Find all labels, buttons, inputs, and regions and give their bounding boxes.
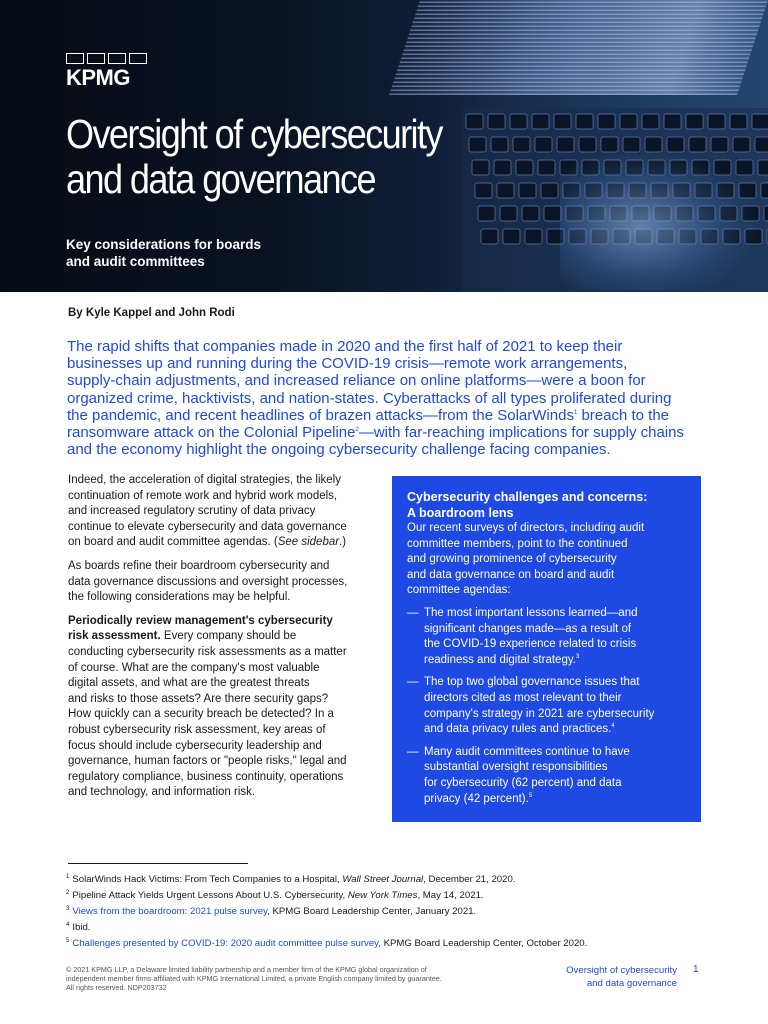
sidebar-title (407, 489, 686, 521)
list-line: The top two global governance issues that (424, 676, 640, 689)
keyboard-key (466, 114, 483, 129)
title-line: and data governance (66, 156, 375, 202)
keyboard-key (544, 206, 561, 221)
title-line: Oversight of cybersecurity (66, 111, 442, 157)
keyboard-key (730, 114, 747, 129)
keyboard-key (494, 160, 511, 175)
hero-banner (0, 0, 768, 292)
intro-text: —with far-reaching implications for supply chains (358, 424, 684, 442)
body-paragraph (68, 559, 378, 606)
list-line: Many audit committees continue to have (424, 745, 630, 758)
keyboard-key (752, 114, 768, 129)
list-text: privacy (42 percent). (424, 792, 529, 805)
footnote-text: , KPMG Board Leadership Center, January 2021. (267, 906, 477, 917)
kpmg-logo (66, 53, 150, 90)
intro-line: The rapid shifts that companies made in 2020 and the first half of 2021 to keep their (67, 338, 623, 355)
body-line: continue to elevate cybersecurity and data governance (68, 520, 347, 533)
dash-bullet: — (407, 745, 419, 758)
legal-line: independent member firms affiliated with KPMG International Limited, a private English company limited by guarantee. (66, 974, 442, 984)
footnote-source: New York Times (347, 890, 418, 901)
list-item-text (424, 606, 638, 668)
list-line: substantial oversight responsibilities (424, 761, 608, 774)
list-item (407, 606, 686, 668)
footnotes (66, 874, 587, 954)
page-number: 1 (693, 964, 699, 975)
footnote-text: , KPMG Board Leadership Center, October 2020. (378, 938, 588, 949)
kpmg-logo-text: KPMG (66, 65, 130, 90)
footnote-number: 2 (66, 889, 70, 896)
keyboard-key (497, 183, 514, 198)
keyboard-key (764, 206, 768, 221)
keyboard-key (535, 137, 552, 152)
keyboard-key (491, 137, 508, 152)
body-line: conducting cybersecurity risk assessments as a matter (68, 645, 347, 658)
intro-paragraph (67, 338, 717, 458)
body-line: digital assets, and what are the greatest threats (68, 677, 310, 690)
heading-text: risk assessment. (68, 630, 161, 643)
keyboard-key (500, 206, 517, 221)
body-line: and technology, and information risk. (68, 786, 256, 799)
dash-bullet: — (407, 676, 419, 689)
list-item-text (424, 675, 654, 737)
keyboard-key (686, 114, 703, 129)
body-line: and increased regulatory scrutiny of data privacy (68, 505, 316, 518)
hands-image (560, 150, 760, 290)
dash-bullet: — (407, 606, 419, 619)
keyboard-key (481, 229, 498, 244)
body-line: continuation of remote work and hybrid work models, (68, 489, 338, 502)
list-line: company's strategy in 2021 are cybersecurity (424, 707, 655, 720)
keyboard-key (478, 206, 495, 221)
sidebar-intro-line: committee members, point to the continued (407, 537, 628, 550)
body-line (68, 535, 378, 551)
footnote-text: SolarWinds Hack Victims: From Tech Companies to a Hospital, (72, 874, 343, 885)
footer-title-line: Oversight of cybersecurity (566, 965, 677, 976)
keyboard-key (469, 137, 486, 152)
keyboard-key (472, 160, 489, 175)
list-line: for cybersecurity (62 percent) and data (424, 776, 622, 789)
main-column (68, 473, 378, 809)
keyboard-key (513, 137, 530, 152)
intro-line (67, 407, 717, 424)
list-item (407, 675, 686, 737)
keyboard-key (576, 114, 593, 129)
footnote-number: 3 (66, 905, 70, 912)
footnote-text: Pipeline Attack Yields Urgent Lessons About U.S. Cybersecurity, (72, 890, 348, 901)
footnote-ref[interactable]: 3 (575, 653, 580, 660)
sidebar-intro (407, 521, 686, 599)
keyboard-key (488, 114, 505, 129)
body-line: of course. What are the company's most valuable (68, 661, 320, 674)
list-line: The most important lessons learned—and (424, 606, 638, 619)
body-line: focus should include cybersecurity leadership and (68, 739, 322, 752)
keyboard-key (532, 114, 549, 129)
footnote-ref[interactable]: 2 (355, 427, 359, 434)
list-text: and data privacy rules and practices. (424, 723, 612, 736)
intro-text: breach to the (577, 406, 670, 424)
legal-notice (66, 965, 442, 993)
keyboard-key (516, 160, 533, 175)
footer-title (540, 965, 677, 990)
keyboard-key (642, 114, 659, 129)
list-item (407, 745, 686, 807)
sidebar-title-line: Cybersecurity challenges and concerns: (407, 490, 648, 504)
intro-text: ransomware attack on the Colonial Pipeline (67, 424, 356, 442)
list-item-text (424, 745, 630, 807)
keyboard-key (620, 114, 637, 129)
sidebar-reference: See sidebar (277, 536, 340, 549)
footnote-ref[interactable]: 1 (573, 409, 578, 416)
body-line: and risks to those assets? Are there security gaps? (68, 692, 329, 705)
footnote-ref[interactable]: 5 (528, 792, 533, 799)
body-line: Indeed, the acceleration of digital strategies, the likely (68, 474, 341, 486)
body-line: governance, human factors or "people risks," legal and (68, 755, 347, 768)
footnote-text: , December 21, 2020. (423, 874, 516, 885)
body-text: .) (339, 536, 347, 549)
body-line: regulatory compliance, business continuity, operations (68, 770, 344, 783)
footnote (66, 906, 587, 918)
section-heading (68, 614, 378, 630)
body-paragraph (68, 473, 378, 551)
laptop-screen-image (389, 0, 768, 95)
list-line: directors cited as most relevant to their (424, 691, 622, 704)
footnote-number: 4 (66, 921, 70, 928)
intro-line (67, 424, 717, 441)
intro-text: the pandemic, and recent headlines of brazen attacks—from the SolarWinds (67, 406, 574, 424)
sidebar-intro-line: Our recent surveys of directors, including audit (407, 522, 645, 534)
footnote-number: 1 (66, 873, 70, 880)
page-subtitle (66, 236, 261, 270)
sidebar-intro-line: committee agendas: (407, 584, 511, 597)
keyboard-key (708, 114, 725, 129)
keyboard-key (664, 114, 681, 129)
footer-title-line: and data governance (586, 977, 677, 989)
sidebar-title-line: A boardroom lens (407, 506, 514, 520)
legal-line: All rights reserved. NDP203732 (66, 983, 167, 993)
body-text: on board and audit committee agendas. ( (68, 536, 278, 549)
body-line: How quickly can a security breach be detected? In a (68, 708, 334, 721)
list-line: significant changes made—as a result of (424, 622, 632, 635)
keyboard-key (554, 114, 571, 129)
intro-line: organized crime, hacktivists, and nation-states. Cyberattacks of all types proliferated during (67, 389, 672, 407)
kpmg-logo-boxes (66, 53, 150, 64)
footnote-number: 5 (66, 937, 70, 944)
list-line (424, 722, 654, 738)
footnote-link[interactable]: Challenges presented by COVID-19: 2020 audit committee pulse survey (72, 938, 379, 949)
keyboard-key (538, 160, 555, 175)
keyboard-key (519, 183, 536, 198)
list-line: the COVID-19 experience related to crisis (424, 638, 637, 651)
footnote (66, 874, 587, 886)
footnote-source: Wall Street Journal (342, 874, 424, 885)
body-line: the following considerations may be helpful. (68, 591, 291, 604)
footnote (66, 890, 587, 902)
keyboard-key (503, 229, 520, 244)
body-text: Every company should be (160, 630, 297, 643)
keyboard-key (510, 114, 527, 129)
subtitle-line: Key considerations for boards (66, 237, 262, 252)
intro-line: and the economy highlight the ongoing cybersecurity challenge facing companies. (67, 441, 611, 459)
body-line: data governance discussions and oversight processes, (68, 575, 348, 588)
sidebar-intro-line: and data governance on board and audit (407, 568, 615, 581)
subtitle-line: and audit committees (66, 254, 205, 269)
list-line (424, 653, 638, 669)
legal-line: © 2021 KPMG LLP, a Delaware limited liability partnership and a member firm of the KPMG global organization of (66, 965, 427, 974)
page-title (66, 111, 442, 202)
list-text: readiness and digital strategy. (424, 653, 576, 666)
intro-line: supply-chain adjustments, and increased reliance on online platforms—were a boon for (67, 372, 646, 390)
footnote (66, 938, 587, 950)
keyboard-key (761, 183, 768, 198)
keyboard-key (522, 206, 539, 221)
body-line: robust cybersecurity risk assessment, key areas of (68, 723, 326, 736)
footnote-ref[interactable]: 4 (611, 723, 615, 730)
list-line (424, 792, 630, 808)
sidebar-list (407, 606, 686, 807)
keyboard-key (541, 183, 558, 198)
sidebar-intro-line: and growing prominence of cybersecurity (407, 553, 617, 566)
byline: By Kyle Kappel and John Rodi (68, 307, 235, 319)
heading-text: Periodically review management's cybersecurity (68, 614, 333, 627)
keyboard-key (525, 229, 542, 244)
footnote-text: , May 14, 2021. (417, 890, 484, 901)
body-line (68, 629, 378, 645)
keyboard-key (475, 183, 492, 198)
intro-line: businesses up and running during the COVID-19 crisis—remote work arrangements, (67, 355, 628, 373)
footnote (66, 922, 587, 934)
sidebar-box (392, 476, 701, 822)
body-line: As boards refine their boardroom cybersecurity and (68, 559, 330, 572)
footnote-text: Ibid. (72, 922, 91, 933)
footnote-link[interactable]: Views from the boardroom: 2021 pulse survey (72, 906, 268, 917)
footnote-divider (68, 863, 248, 864)
body-paragraph (68, 614, 378, 801)
keyboard-key (598, 114, 615, 129)
